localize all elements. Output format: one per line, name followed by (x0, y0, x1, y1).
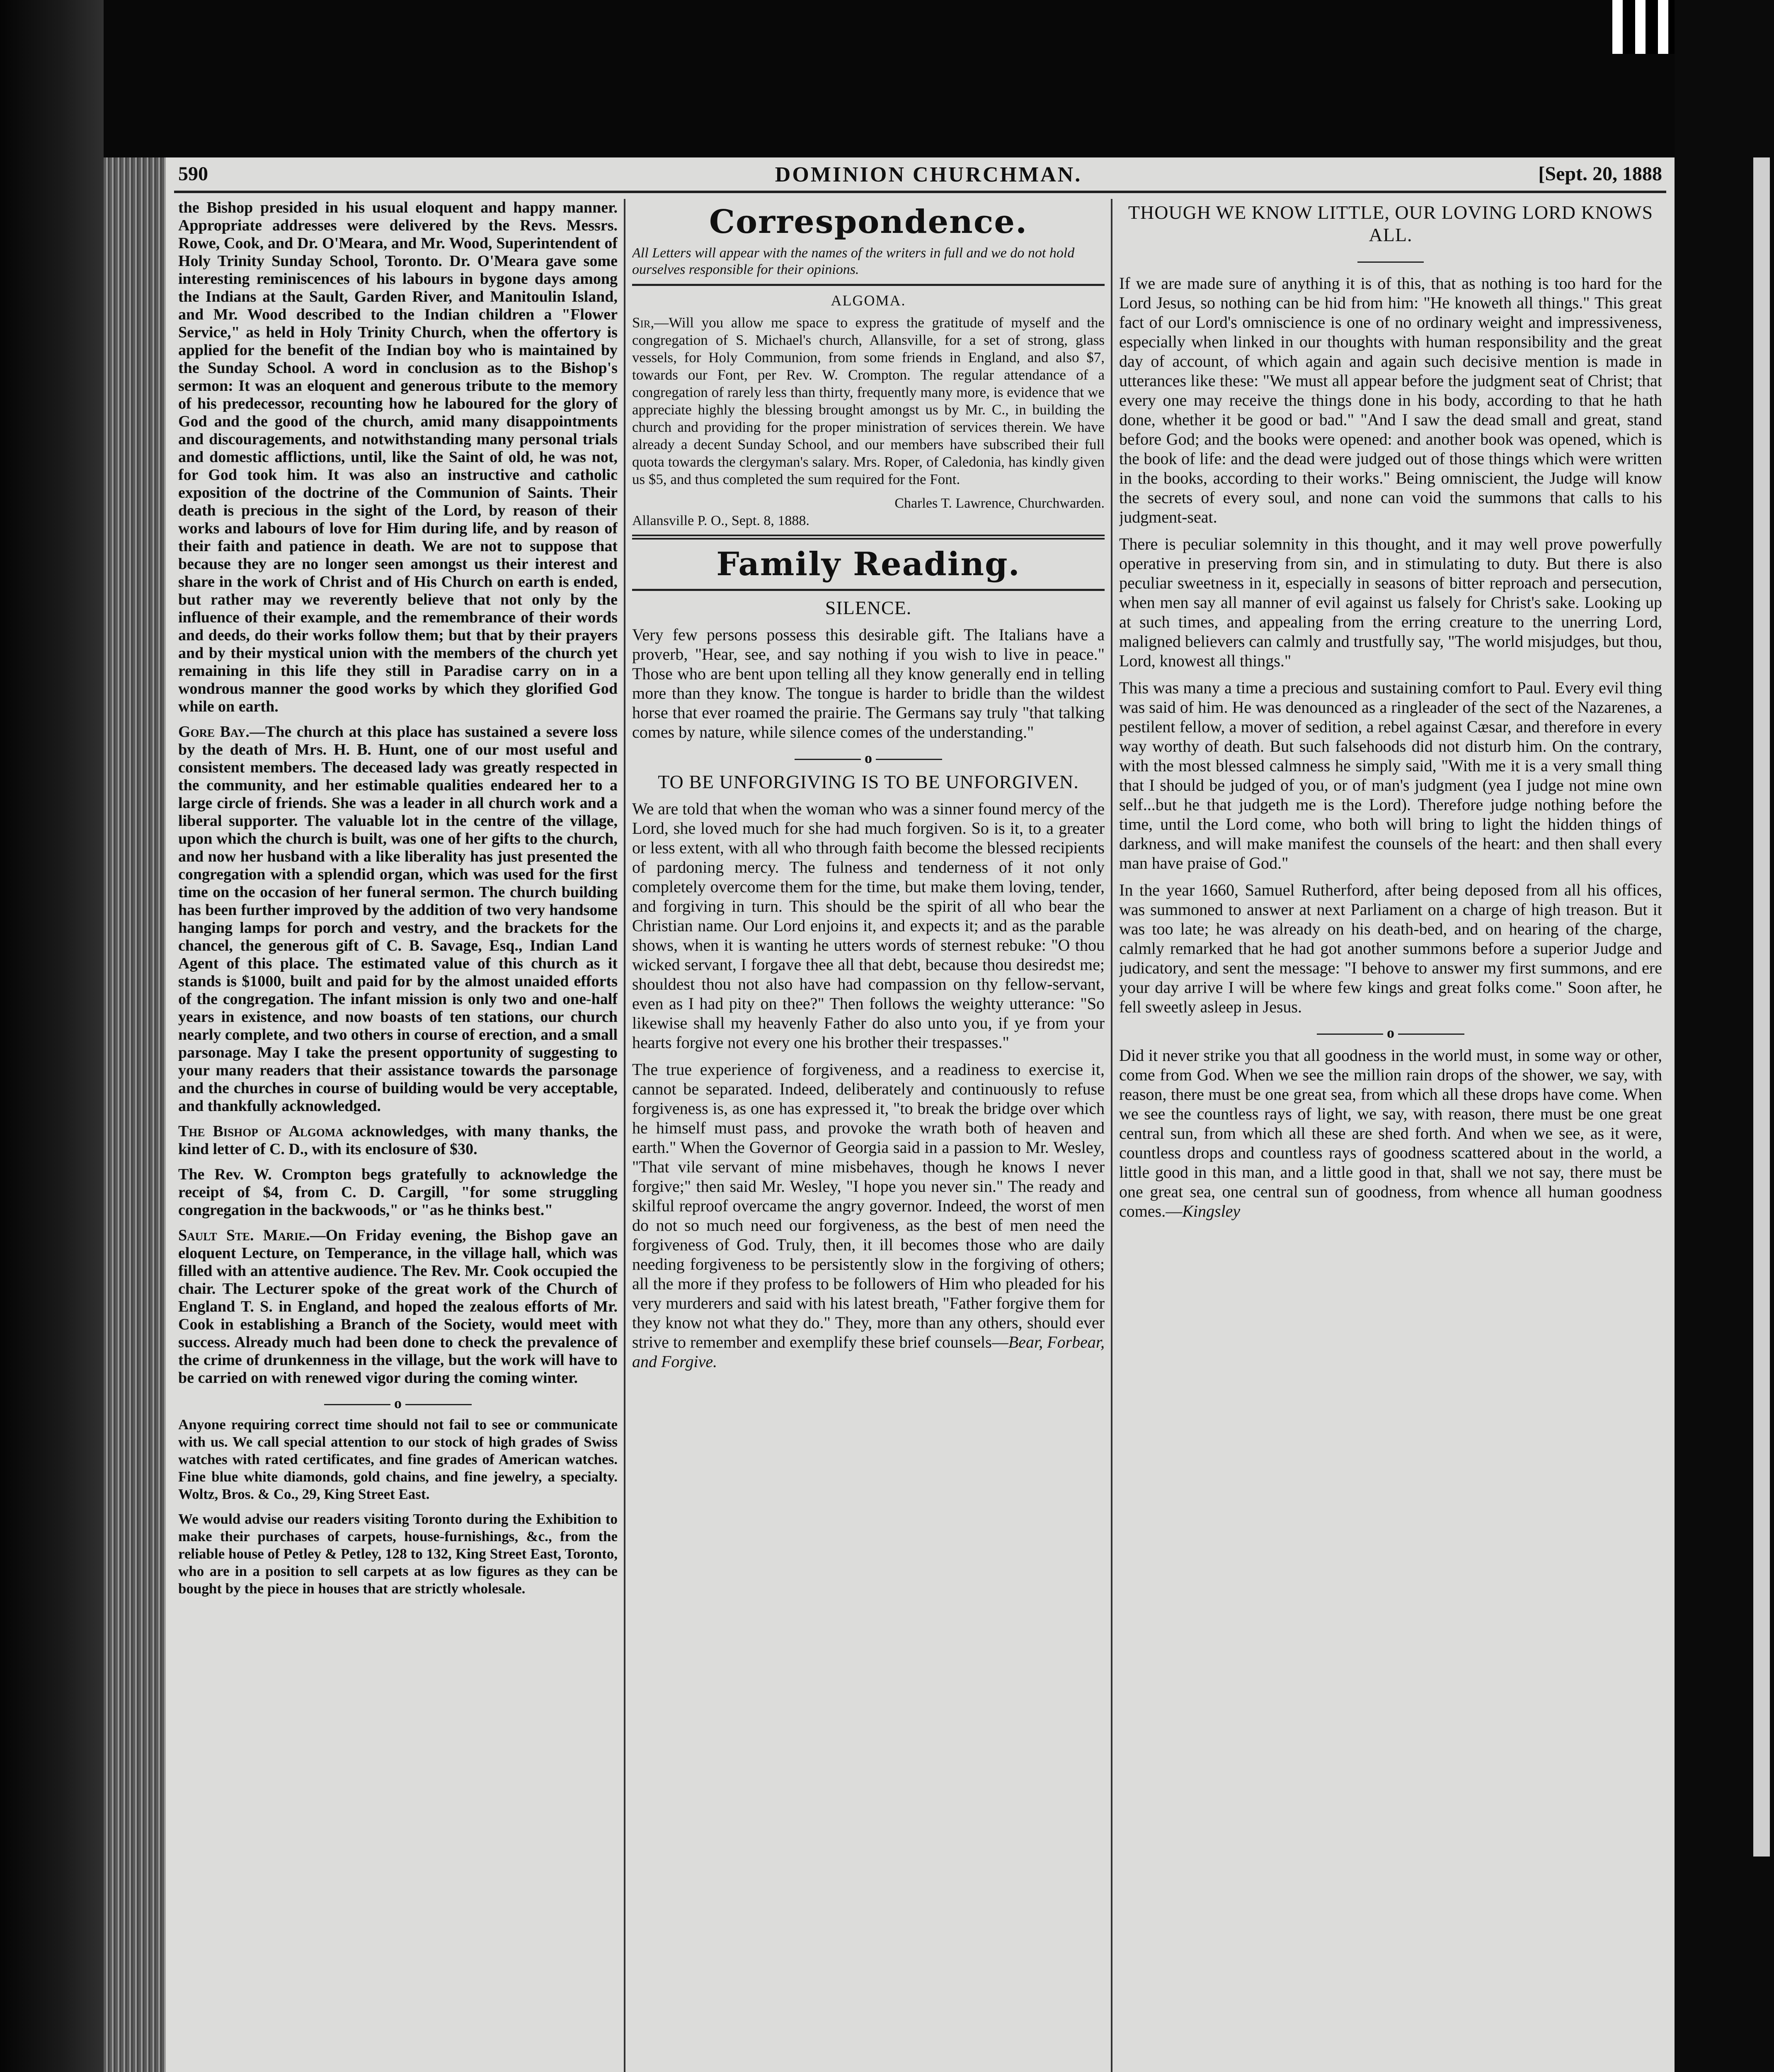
letter-body: Sir,—Will you allow me space to express the gratitude of myself and the congregation of S. Michael's church, Allansville, for a set of strong, glass vessels, for Holy Communion, from some friends in England, and also $7, towards our Font, per Rev. W. Crompton. The regular attendance of a congregation of rarely less than thirty, frequently many more, is evidence that we appreciate highly the blessing brought amongst us by Mr. C., in building the church and providing for the proper ministration of services therein. We have already a decent Sunday School, and our members have subscribed their full quota towards the clergyman's salary. Mrs. Roper, of Caledonia, has kindly given us $5, and thus completed the sum required for the Font. (632, 315, 1105, 487)
article-paragraph: There is peculiar solemnity in this thought, and it may well prove powerfully operative in preserving from sin, and in stimulating to duty. But there is also peculiar sweetness in it, especially in seasons of bitter reproach and persecution, when men say all manner of evil against us falsely for Christ's sake. Looking up at such times, and appealing from the erring creature to the unerring Lord, maligned believers can calmly and trustfully say, "The world misjudges, but thou, Lord, knowest all things." (1119, 535, 1662, 670)
editorial-note: All Letters will appear with the names of the writers in full and we do not hold ourselves responsible for their opinions. (632, 245, 1075, 277)
page-edges (104, 157, 166, 2072)
article-paragraph: the Bishop presided in his usual eloquent and happy manner. Appropriate addresses were delivered by the Revs. Messrs. Rowe, Cook, and Dr. O'Meara, and Mr. Wood, Superintendent of Holy Trinity Sunday School, Toronto. Dr. O'Meara gave some interesting reminiscences of his labours in bygone days among the Indians at the Sault, Garden River, and Manitoulin Island, and Mr. Wood described to the Indian children a "Flower Service," as held in Holy Trinity Church, when the offertory is applied for the benefit of the Indian boy who is maintained by the Sunday School. A word in conclusion as to the Bishop's sermon: It was an eloquent and generous tribute to the memory of his predecessor, recounting how he laboured for the glory of God and the good of the church, amid many disappointments and discouragements, and notwithstanding many personal trials and domestic afflictions, until, like the Saint of old, he was not, for God took him. It was also an instructive and catholic exposition of the doctrine of the Communion of Saints. Their death is precious in the sight of the Lord, by reason of their works and labours of love for Him during life, and by reason of their faith and patience in death. We are not to suppose that because they are no longer seen amongst us their interest and share in the work of Christ and of His Church on earth is ended, but rather may we reverently believe that not only by the influence of their example, and the remembrance of their words and deeds, do their works follow them; but that by their prayers and by their mystical union with the members of the church yet remaining in this life they still in Paradise carry on in a wondrous manner the good works by which they glorified God while on earth. (178, 199, 618, 715)
page-number: 590 (178, 163, 208, 185)
scan-calibration-bars (1612, 0, 1675, 54)
section-separator: o (178, 1394, 618, 1412)
header-rule (174, 191, 1666, 193)
attribution: Bear, Forbear, and Forgive. (632, 1333, 1105, 1371)
letter-heading: ALGOMA. (831, 292, 906, 309)
issue-date: [Sept. 20, 1888 (1538, 163, 1662, 185)
paragraph-lead: Gore Bay. (178, 723, 250, 741)
paragraph-lead: Sir, (632, 315, 654, 331)
advertisement: We would advise our readers visiting Toronto during the Exhibition to make their purchases of carpets, house-furnishings, &c., from the reliable house of Petley & Petley, 128 to 132, King Street East, Toronto, who are in a position to sell carpets at as low figures as they can be bought by the piece in houses that are strictly wholesale. (178, 1511, 618, 1597)
paragraph-text: acknowledges, with many thanks, the kind letter of C. D., with its enclosure of $30. (178, 1123, 618, 1158)
correspondence-heading: Correspondence. (709, 203, 1028, 241)
rule (632, 589, 1105, 591)
article-paragraph: The true experience of forgiveness, and a readiness to exercise it, cannot be separated. Indeed, deliberately and continuously to refuse forgiveness is, as one has expressed it, "to break the bridge over which he himself must pass, and provoke the wrath both of heaven and earth." When the Governor of Georgia said in a passion to Mr. Wesley, "That vile servant of mine misbehaves, though he knows I never forgive;" then said Mr. Wesley, "I hope you never sin." The ready and skilful reproof overcame the angry governor. Indeed, the worst of men do not so much need our forgiveness, as the best of men need the forgiveness of God. Truly, then, it ill becomes those who are daily needing forgiveness to be persistently slow in the forgiving of others; all the more if they profess to be followers of Him who pleaded for his very murderers and said with his latest breath, "Father forgive them for they know not what they do." They, more than any others, should ever strive to remember and exemplify these brief counsels—Bear, Forbear, and Forgive. (632, 1060, 1105, 1371)
article-paragraph: The Rev. W. Crompton begs gratefully to acknowledge the receipt of $4, from C. D. Cargill, "for some struggling congregation in the backwoods," or "as he thinks best." (178, 1166, 618, 1219)
family-reading-heading: Family Reading. (716, 545, 1020, 583)
section-separator: o (1119, 1024, 1662, 1041)
adjacent-page-strip (1753, 157, 1770, 1857)
newspaper-page (166, 157, 1675, 2072)
article-paragraph: Very few persons possess this desirable gift. The Italians have a proverb, "Hear, see, and say nothing if you wish to live in peace." Those who are bent upon telling all they know generally end in telling more than they know. The tongue is harder to bridle than the wildest horse that ever roamed the prairie. The Germans say truly "that talking comes by nature, while silence comes of the understanding." (632, 625, 1105, 741)
article-paragraph: We are told that when the woman who was a sinner found mercy of the Lord, she loved much for she had much forgiven. So is it, to a greater or less extent, with all who through faith become the blessed recipients of pardoning mercy. The fulness and tenderness of it not only completely overcome them for the time, but make them loving, tender, and forgiving in turn. This should be the spirit of all who bear the Christian name. Our Lord enjoins it, and expects it; and as the parable shows, when it is wanting he utters words of sternest rebuke: "O thou wicked servant, I forgave thee all that debt, because thou desiredst me; shouldest thou not also have had compassion on thy fellow-servant, even as I had pity on thee?" Then follows the weighty utterance: "So likewise shall my heavenly Father do also unto you, if ye from your hearts forgive not every one his brother their trespasses." (632, 799, 1105, 1052)
article-heading: TO BE UNFORGIVING IS TO BE UNFORGIVEN. (658, 771, 1079, 792)
article-paragraph: This was many a time a precious and sustaining comfort to Paul. Every evil thing was said of him. He was denounced as a ringleader of the sect of the Nazarenes, a pestilent fellow, a mover of sedition, a rebel against Cæsar, and therefore in every way worthy of death. But such falsehoods did not disturb him. On the contrary, with the most blessed calmness he simply said, "With me it is a very small thing that I should be judged of you, or of man's judgment (yea I judge not mine own self...but he that judgeth me is the Lord). Therefore judge nothing before the time, until the Lord come, who both will bring to light the hidden things of darkness, and will make manifest the counsels of the heart: and then shall every man have praise of God." (1119, 678, 1662, 872)
book-binding (0, 0, 104, 2072)
section-separator: o (632, 749, 1105, 767)
article-heading: THOUGH WE KNOW LITTLE, OUR LOVING LORD KNOWS ALL. (1128, 202, 1653, 245)
article-paragraph (178, 723, 618, 1115)
column-middle (632, 199, 1105, 2072)
column-rule (1111, 199, 1112, 2072)
masthead-title: DOMINION CHURCHMAN. (775, 163, 1082, 186)
column-right (1119, 199, 1662, 2072)
article-heading: SILENCE. (825, 597, 912, 618)
article-paragraph (178, 1123, 618, 1158)
paragraph-lead: The Bishop of Algoma (178, 1123, 344, 1140)
paragraph-text: —The church at this place has sustained a severe loss by the death of Mrs. H. B. Hunt, one of our most useful and consistent members. The deceased lady was greatly respected in the community, and her estimable qualities endeared her to a large circle of friends. She was a leader in all church work and a liberal supporter. The valuable lot in the centre of the village, upon which the church is built, was one of her gifts to the church, and now her husband with a like liberality has just presented the congregation with a splendid organ, which was used for the first time on the occasion of her funeral sermon. The church building has been further improved by the addition of two very handsome hanging lamps for porch and vestry, and the brackets for the chancel, the generous gift of C. B. Savage, Esq., Indian Land Agent of this place. The estimated value of this church as it stands is $1000, built and paid for by the almost unaided efforts of the congregation. The infant mission is only two and one-half years in existence, and now boasts of ten stations, our church nearly complete, and two others in course of erection, and a small parsonage. May I take the present opportunity of suggesting to your many readers that their assistance towards the parsonage and the churches in course of building would be very acceptable, and thankfully acknowledged. (178, 723, 618, 1115)
column-rule (624, 199, 625, 2072)
paragraph-text: —On Friday evening, the Bishop gave an eloquent Lecture, on Temperance, in the village hall, which was filled with an attentive audience. The Rev. Mr. Cook occupied the chair. The Lecturer spoke of the great work of the Church of England T. S. in England, and hoped the zealous efforts of Mr. Cook in establishing a Branch of the Society, would meet with success. Already much had been done to check the prevalence of the crime of drunkenness in the village, but the work will have to be carried on with renewed vigor during the coming winter. (178, 1227, 618, 1387)
article-paragraph (178, 1227, 618, 1387)
article-paragraph: If we are made sure of anything it is of this, that as nothing is too hard for the Lord Jesus, so nothing can be hid from him: "He knoweth all things." This great fact of our Lord's omniscience is one of no ordinary weight and impressiveness, especially when linked in our thoughts with human responsibility and the great day of account, of which again and again such decisive mention is made in utterances like these: "We must all appear before the judgment seat of Christ; that every one may receive the things done in his body, according to that he hath done, whether it be good or bad." "And I saw the dead small and great, stand before God; and the books were opened: and another book was opened, which is the book of life: and the dead were judged out of those things which were written in the books, according to their works." Being omniscient, the Judge will know the secrets of every soul, and none can void the summons that calls to his judgment-seat. (1119, 274, 1662, 526)
article-paragraph: Did it never strike you that all goodness in the world must, in some way or other, come from God. When we see the million rain drops of the shower, we say, with reason, there must be one great sea, from which all these drops have come. When we see the countless rays of light, we say, with reason, there must be one great central sun, from which all these are shed forth. And when we see, as it were, countless drops and countless rays of goodness scattered about in the world, a little good in this man, and a little good in that, shall we not say, there must be one great sea, one central sun of goodness, from whence all human goodness comes.—Kingsley (1119, 1046, 1662, 1220)
paragraph-lead: Sault Ste. Marie. (178, 1227, 310, 1244)
section-separator (1119, 252, 1662, 269)
rule (632, 284, 1105, 286)
double-rule (632, 535, 1105, 540)
letter-signature: Charles T. Lawrence, Churchwarden. (894, 496, 1105, 511)
advertisement: Anyone requiring correct time should not fail to see or communicate with us. We call special attention to our stock of high grades of Swiss watches with rated certificates, and fine grades of American watches. Fine blue white diamonds, gold chains, and fine jewelry, a specialty. Woltz, Bros. & Co., 29, King Street East. (178, 1416, 618, 1502)
column-left (178, 199, 618, 2072)
article-paragraph: In the year 1660, Samuel Rutherford, after being deposed from all his offices, was summoned to answer at next Parliament on a charge of high treason. But it was too late; he was already on his death-bed, and on hearing of the charge, calmly remarked that he had got another summons before a superior Judge and judicatory, and sent the message: "I behove to answer my first summons, and ere your day arrive I will be where few kings and great folks come." Soon after, he fell sweetly asleep in Jesus. (1119, 881, 1662, 1016)
letter-place-date: Allansville P. O., Sept. 8, 1888. (632, 513, 809, 528)
page-header (166, 157, 1675, 191)
attribution: Kingsley (1182, 1202, 1241, 1220)
